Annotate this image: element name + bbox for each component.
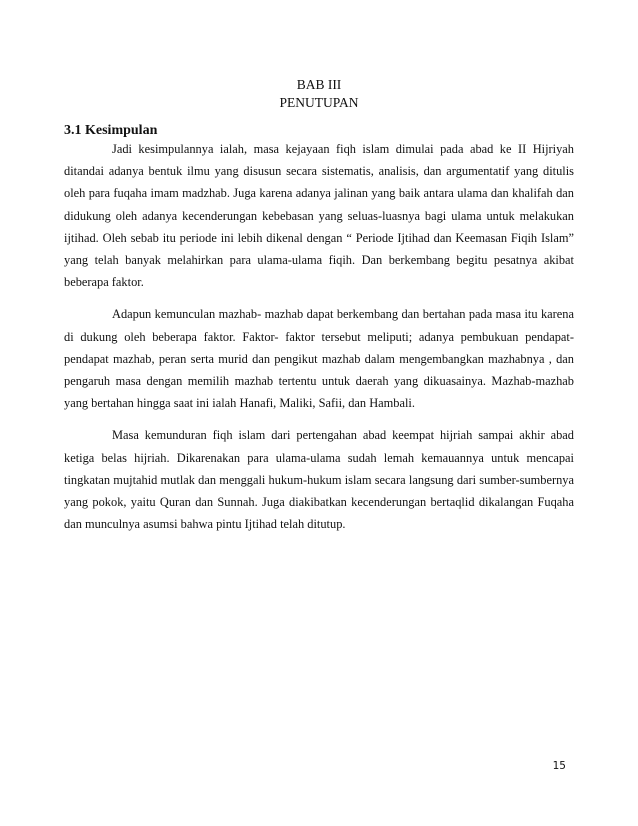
paragraph-3: Masa kemunduran fiqh islam dari pertengahan abad keempat hijriah sampai akhir abad ketiga belas hijriah. Dikarenakan para ulama-ulama sudah lemah kemauannya untuk mencapai tingkatan mujtahid mutlak dan menggali hukum-hukum islam secara langsung dari sumber-sumbernya yang pokok, yaitu Quran dan Sunnah. Juga diakibatkan kecenderungan bertaqlid dikalangan Fuqaha dan munculnya asumsi bahwa pintu Ijtihad telah ditutup.	[64, 428, 574, 532]
chapter-title: PENUTUPAN	[279, 95, 359, 110]
paragraph-2: Adapun kemunculan mazhab- mazhab dapat berkembang dan bertahan pada masa itu karena di dukung oleh beberapa faktor. Faktor- faktor tersebut meliputi; adanya pembukuan pendapat- pendapat mazhab, peran serta murid dan pengikut mazhab dalam mengembangkan mazhabnya , dan pengaruh masa dengan memilih mazhab tertentu untuk daerah yang dikuasainya. Mazhab-mazhab yang bertahan hingga saat ini ialah Hanafi, Maliki, Safii, dan Hambali.	[64, 307, 574, 411]
chapter-number: BAB III	[296, 77, 342, 92]
paragraph-1: Jadi kesimpulannya ialah, masa kejayaan fiqh islam dimulai pada abad ke II Hijriyah ditandai adanya bentuk ilmu yang disusun secara sistematis, analisis, dan argumentatif yang ditulis oleh para fuqaha imam madzhab. Juga karena adanya jalinan yang baik antara ulama dan khalifah dan didukung oleh adanya kecenderungan kebebasan yang seluas-luasnya bagi ulama untuk melakukan ijtihad. Oleh sebab itu periode ini lebih dikenal dengan “ Periode Ijtihad dan Keemasan Fiqih Islam” yang telah banyak melahirkan para ulama-ulama fiqih. Dan berkembang begitu pesatnya akibat beberapa faktor.	[64, 142, 574, 290]
page-number: 15	[552, 760, 566, 772]
chapter-heading	[0, 76, 638, 112]
section-title: 3.1 Kesimpulan	[64, 123, 158, 138]
body-text	[64, 138, 574, 545]
